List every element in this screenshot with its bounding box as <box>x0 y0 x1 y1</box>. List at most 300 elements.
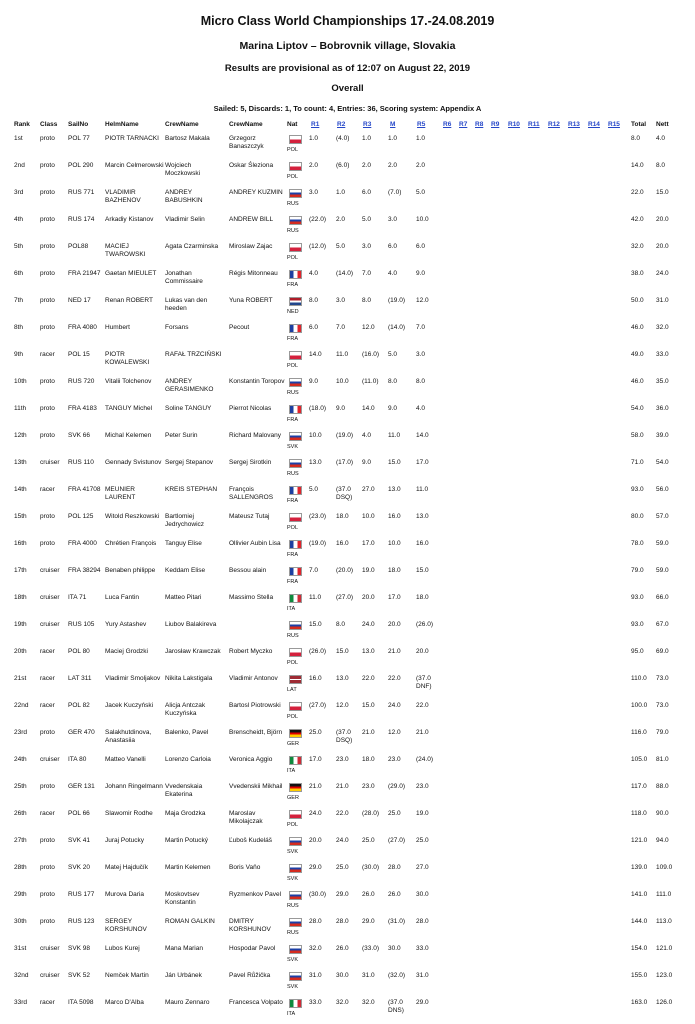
race-r3-cell: 5.0 <box>362 216 372 223</box>
flag-icon <box>289 432 302 441</box>
crew-name-cell: Jonathan Commissaire <box>165 270 203 285</box>
race-m-cell: 20.0 <box>388 621 401 628</box>
sailno-cell: LAT 311 <box>68 675 92 682</box>
crew-name-2-cell: Francesca Volpato <box>229 999 283 1006</box>
race-r1-cell: 20.0 <box>309 837 322 844</box>
race-r1-cell: 6.0 <box>309 324 319 331</box>
race-m-cell: (32.0) <box>388 972 405 979</box>
race-r1-cell: (30.0) <box>309 891 326 898</box>
crew-name-2-cell: Régis Mitonneau <box>229 270 278 277</box>
race-r5-cell: 9.0 <box>416 270 426 277</box>
section-title: Overall <box>331 83 364 94</box>
race-m-cell: 25.0 <box>388 810 401 817</box>
header-race-r2[interactable]: R2 <box>337 121 346 128</box>
header-race-r15[interactable]: R15 <box>608 121 620 128</box>
crew-name-2-cell: ANDREW BILL <box>229 216 274 223</box>
helm-name-cell: PIOTR TARNACKI <box>105 135 159 142</box>
race-m-cell: 24.0 <box>388 702 401 709</box>
crew-name-cell: Mauro Zennaro <box>165 999 210 1006</box>
nat-code: ITA <box>287 1011 296 1017</box>
total-cell: 8.0 <box>631 135 641 142</box>
flag-icon <box>289 378 302 387</box>
race-m-cell: 2.0 <box>388 162 398 169</box>
race-m-cell: (7.0) <box>388 189 402 196</box>
flag-icon <box>289 999 302 1008</box>
table-row <box>14 808 684 835</box>
race-r3-cell: 6.0 <box>362 189 372 196</box>
flag-icon <box>289 135 302 144</box>
race-r1-cell: 1.0 <box>309 135 319 142</box>
race-m-cell: 23.0 <box>388 756 401 763</box>
race-r2-cell: (27.0) <box>336 594 353 601</box>
sailno-cell: RUS 177 <box>68 891 95 898</box>
flag-icon <box>289 459 302 468</box>
race-r1-cell: 29.0 <box>309 864 322 871</box>
race-r1-cell: 25.0 <box>309 729 322 736</box>
nat-code: POL <box>287 255 299 261</box>
race-r1-cell: (12.0) <box>309 243 326 250</box>
header-race-r9[interactable]: R9 <box>491 121 500 128</box>
nett-cell: 67.0 <box>656 621 669 628</box>
race-r2-cell: 18.0 <box>336 513 349 520</box>
header-race-m[interactable]: M <box>390 121 396 128</box>
race-r5-cell: 17.0 <box>416 459 429 466</box>
race-r3-cell: 14.0 <box>362 405 375 412</box>
race-r5-cell: 10.0 <box>416 216 429 223</box>
header-race-r3[interactable]: R3 <box>363 121 372 128</box>
total-cell: 49.0 <box>631 351 644 358</box>
class-cell: proto <box>40 729 55 736</box>
crew-name-2-cell: Massimo Stella <box>229 594 274 601</box>
total-cell: 78.0 <box>631 540 644 547</box>
nett-cell: 90.0 <box>656 810 669 817</box>
class-cell: racer <box>40 486 55 493</box>
nat-code: POL <box>287 363 299 369</box>
flag-icon <box>289 486 302 495</box>
race-r5-cell: 12.0 <box>416 297 429 304</box>
table-row <box>14 187 684 214</box>
helm-name-cell: Johann Ringelmann <box>105 783 163 790</box>
helm-name-cell: MEUNIER LAURENT <box>105 486 136 501</box>
header-race-r8[interactable]: R8 <box>475 121 484 128</box>
total-cell: 38.0 <box>631 270 644 277</box>
race-r3-cell: (28.0) <box>362 810 379 817</box>
race-r3-cell: (16.0) <box>362 351 379 358</box>
race-m-cell: 4.0 <box>388 270 398 277</box>
table-row <box>14 592 684 619</box>
rank-cell: 6th <box>14 270 24 277</box>
race-r3-cell: 23.0 <box>362 783 375 790</box>
crew-name-cell: Alicja Antczak Kuczyńska <box>165 702 206 717</box>
nat-code: RUS <box>287 471 299 477</box>
crew-name-cell: Moskovtsev Konstantin <box>165 891 200 906</box>
nett-cell: 111.0 <box>656 891 672 898</box>
nett-cell: 113.0 <box>656 918 672 925</box>
race-r2-cell: 1.0 <box>336 189 346 196</box>
sailno-cell: RUS 771 <box>68 189 95 196</box>
rank-cell: 15th <box>14 513 27 520</box>
race-m-cell: (19.0) <box>388 297 405 304</box>
race-r5-cell: 7.0 <box>416 324 426 331</box>
table-row <box>14 457 684 484</box>
rank-cell: 26th <box>14 810 27 817</box>
nat-code: FRA <box>287 552 298 558</box>
total-cell: 139.0 <box>631 864 648 871</box>
nett-cell: 33.0 <box>656 351 669 358</box>
table-row <box>14 970 684 997</box>
flag-icon <box>289 918 302 927</box>
helm-name-cell: TANGUY Michel <box>105 405 153 412</box>
sailno-cell: GER 470 <box>68 729 95 736</box>
crew-name-2-cell: Pavel Růžička <box>229 972 271 979</box>
race-r3-cell: 10.0 <box>362 513 375 520</box>
race-r5-cell: 29.0 <box>416 999 429 1006</box>
total-cell: 93.0 <box>631 594 644 601</box>
race-m-cell: 28.0 <box>388 864 401 871</box>
nat-code: POL <box>287 822 299 828</box>
class-cell: cruiser <box>40 567 60 574</box>
helm-name-cell: Slawomir Rodhe <box>105 810 153 817</box>
class-cell: proto <box>40 864 55 871</box>
race-r2-cell: 22.0 <box>336 810 349 817</box>
header-race-r1[interactable]: R1 <box>311 121 320 128</box>
total-cell: 46.0 <box>631 378 644 385</box>
nett-cell: 73.0 <box>656 675 669 682</box>
race-r5-cell: 19.0 <box>416 810 429 817</box>
helm-name-cell: Matteo Vanelli <box>105 756 146 763</box>
rank-cell: 27th <box>14 837 27 844</box>
race-r3-cell: 4.0 <box>362 432 372 439</box>
sailno-cell: FRA 4183 <box>68 405 97 412</box>
header-race-r6[interactable]: R6 <box>443 121 452 128</box>
nett-cell: 121.0 <box>656 945 673 952</box>
flag-icon <box>289 891 302 900</box>
table-row <box>14 727 684 754</box>
header-race-r5[interactable]: R5 <box>417 121 426 128</box>
helm-name-cell: Marco D'Alba <box>105 999 144 1006</box>
race-r5-cell: 16.0 <box>416 540 429 547</box>
race-r1-cell: 16.0 <box>309 675 322 682</box>
table-row <box>14 376 684 403</box>
race-m-cell: (14.0) <box>388 324 405 331</box>
race-r3-cell: 20.0 <box>362 594 375 601</box>
nat-code: RUS <box>287 903 299 909</box>
rank-cell: 16th <box>14 540 27 547</box>
crew-name-cell: KREIS STEPHAN <box>165 486 218 493</box>
race-r3-cell: 26.0 <box>362 891 375 898</box>
table-row <box>14 511 684 538</box>
flag-icon <box>289 216 302 225</box>
race-r2-cell: 9.0 <box>336 405 346 412</box>
total-cell: 116.0 <box>631 729 647 736</box>
header-race-r12[interactable]: R12 <box>548 121 560 128</box>
header-race-r13[interactable]: R13 <box>568 121 580 128</box>
nat-code: FRA <box>287 579 298 585</box>
total-cell: 50.0 <box>631 297 644 304</box>
sailno-cell: FRA 21947 <box>68 270 101 277</box>
race-r2-cell: 12.0 <box>336 702 349 709</box>
header-race-r7[interactable]: R7 <box>459 121 468 128</box>
race-r3-cell: 22.0 <box>362 675 375 682</box>
race-r2-cell: 3.0 <box>336 297 346 304</box>
total-cell: 110.0 <box>631 675 647 682</box>
crew-name-cell: Ján Urbánek <box>165 972 202 979</box>
race-r1-cell: 9.0 <box>309 378 319 385</box>
crew-name-2-cell: Sergej Sirotkin <box>229 459 272 466</box>
rank-cell: 10th <box>14 378 27 385</box>
flag-icon <box>289 270 302 279</box>
rank-cell: 33rd <box>14 999 28 1006</box>
rank-cell: 30th <box>14 918 27 925</box>
crew-name-cell: Sergej Stepanov <box>165 459 214 466</box>
nett-cell: 73.0 <box>656 702 669 709</box>
total-cell: 105.0 <box>631 756 648 763</box>
rank-cell: 22nd <box>14 702 29 709</box>
race-r3-cell: 17.0 <box>362 540 375 547</box>
race-r1-cell: 14.0 <box>309 351 322 358</box>
race-r5-cell: 31.0 <box>416 972 429 979</box>
race-m-cell: 8.0 <box>388 378 398 385</box>
class-cell: proto <box>40 540 55 547</box>
race-r3-cell: 25.0 <box>362 837 375 844</box>
crew-name-2-cell: Ryzmenkov Pavel <box>229 891 282 898</box>
header-crewname: CrewName <box>165 121 199 128</box>
race-m-cell: (27.0) <box>388 837 405 844</box>
crew-name-2-cell: Veronica Aggio <box>229 756 273 763</box>
class-cell: racer <box>40 351 55 358</box>
race-r3-cell: 29.0 <box>362 918 375 925</box>
flag-icon <box>289 945 302 954</box>
total-cell: 46.0 <box>631 324 644 331</box>
race-r1-cell: 17.0 <box>309 756 322 763</box>
class-cell: racer <box>40 702 55 709</box>
class-cell: cruiser <box>40 459 60 466</box>
crew-name-2-cell: Yuna ROBERT <box>229 297 273 304</box>
race-r2-cell: (19.0) <box>336 432 353 439</box>
class-cell: proto <box>40 297 55 304</box>
header-race-r11[interactable]: R11 <box>528 121 540 128</box>
race-r2-cell: (20.0) <box>336 567 353 574</box>
nett-cell: 88.0 <box>656 783 669 790</box>
crew-name-2-cell: Miroslaw Zajac <box>229 243 273 250</box>
nett-cell: 24.0 <box>656 270 669 277</box>
race-r1-cell: 3.0 <box>309 189 319 196</box>
crew-name-2-cell: Ollivier Aubin Lisa <box>229 540 281 547</box>
crew-name-cell: Tanguy Elise <box>165 540 202 547</box>
total-cell: 32.0 <box>631 243 644 250</box>
total-cell: 80.0 <box>631 513 644 520</box>
header-nett: Nett <box>656 121 669 128</box>
race-r5-cell: 22.0 <box>416 702 429 709</box>
total-cell: 79.0 <box>631 567 644 574</box>
nett-cell: 109.0 <box>656 864 673 871</box>
race-r3-cell: (30.0) <box>362 864 379 871</box>
rank-cell: 32nd <box>14 972 29 979</box>
race-m-cell: (29.0) <box>388 783 405 790</box>
sailno-cell: ITA 5098 <box>68 999 94 1006</box>
crew-name-cell: Maja Grodzka <box>165 810 206 817</box>
sailno-cell: FRA 4080 <box>68 324 97 331</box>
rank-cell: 23rd <box>14 729 28 736</box>
crew-name-cell: Lukas van den heeden <box>165 297 208 312</box>
helm-name-cell: Chrétien François <box>105 540 157 547</box>
crew-name-2-cell: François SALLENGROS <box>229 486 274 501</box>
race-m-cell: 26.0 <box>388 891 401 898</box>
sailno-cell: RUS 720 <box>68 378 95 385</box>
race-r5-cell: 27.0 <box>416 864 429 871</box>
nat-code: RUS <box>287 390 299 396</box>
crew-name-2-cell: Robert Myczko <box>229 648 273 655</box>
race-r1-cell: 15.0 <box>309 621 322 628</box>
class-cell: proto <box>40 243 55 250</box>
race-r3-cell: 7.0 <box>362 270 372 277</box>
race-r5-cell: 6.0 <box>416 243 426 250</box>
crew-name-2-cell: ANDREY KUZMIN <box>229 189 283 196</box>
nett-cell: 8.0 <box>656 162 666 169</box>
rank-cell: 28th <box>14 864 27 871</box>
nett-cell: 59.0 <box>656 540 669 547</box>
nat-code: GER <box>287 795 299 801</box>
table-row <box>14 403 684 430</box>
nett-cell: 20.0 <box>656 243 669 250</box>
provisional-status: Results are provisional as of 12:07 on August 22, 2019 <box>224 63 471 74</box>
race-m-cell: 11.0 <box>388 432 401 439</box>
flag-icon <box>289 621 302 630</box>
flag-icon <box>289 675 302 684</box>
race-r2-cell: 30.0 <box>336 972 349 979</box>
flag-icon <box>289 324 302 333</box>
race-r3-cell: 18.0 <box>362 756 375 763</box>
class-cell: proto <box>40 135 55 142</box>
helm-name-cell: Vladimir Smoljakov <box>105 675 161 682</box>
nat-code: POL <box>287 714 299 720</box>
crew-name-cell: Forsans <box>165 324 189 331</box>
crew-name-cell: Bartlomiej Jedrychowicz <box>165 513 205 528</box>
crew-name-cell: ANDREY GERASIMENKO <box>165 378 214 393</box>
nat-code: POL <box>287 147 299 153</box>
flag-icon <box>289 972 302 981</box>
race-r5-cell: (37.0 DNF) <box>416 675 432 690</box>
race-r5-cell: 8.0 <box>416 378 426 385</box>
class-cell: cruiser <box>40 756 60 763</box>
race-r1-cell: 13.0 <box>309 459 322 466</box>
table-row <box>14 430 684 457</box>
race-r3-cell: 27.0 <box>362 486 375 493</box>
race-r3-cell: (33.0) <box>362 945 379 952</box>
race-r2-cell: 29.0 <box>336 891 349 898</box>
header-crewname-2: CrewName <box>229 121 263 128</box>
crew-name-cell: ROMAN GALKIN <box>165 918 215 925</box>
flag-icon <box>289 837 302 846</box>
helm-name-cell: SERGEY KORSHUNOV <box>105 918 147 933</box>
header-race-r14[interactable]: R14 <box>588 121 600 128</box>
helm-name-cell: Nemček Martin <box>105 972 149 979</box>
flag-icon <box>289 648 302 657</box>
nat-code: NED <box>287 309 299 315</box>
helm-name-cell: PIOTR KOWALEWSKI <box>105 351 150 366</box>
helm-name-cell: Arkadiy Kistanov <box>105 216 154 223</box>
sailno-cell: POL 66 <box>68 810 90 817</box>
total-cell: 155.0 <box>631 972 648 979</box>
flag-icon <box>289 540 302 549</box>
nett-cell: 126.0 <box>656 999 673 1006</box>
nett-cell: 81.0 <box>656 756 669 763</box>
sailno-cell: FRA 38294 <box>68 567 101 574</box>
table-row <box>14 997 684 1024</box>
race-r5-cell: 2.0 <box>416 162 426 169</box>
nat-code: ITA <box>287 606 296 612</box>
race-m-cell: 5.0 <box>388 351 398 358</box>
crew-name-cell: Matteo Pitari <box>165 594 202 601</box>
race-r3-cell: 21.0 <box>362 729 375 736</box>
sailno-cell: NED 17 <box>68 297 91 304</box>
sailno-cell: SVK 66 <box>68 432 91 439</box>
nett-cell: 36.0 <box>656 405 669 412</box>
race-r5-cell: 13.0 <box>416 513 429 520</box>
sailno-cell: POL 15 <box>68 351 90 358</box>
table-row <box>14 889 684 916</box>
table-row <box>14 835 684 862</box>
helm-name-cell: Jacek Kuczyński <box>105 702 154 709</box>
sailno-cell: FRA 41708 <box>68 486 101 493</box>
nett-cell: 57.0 <box>656 513 669 520</box>
total-cell: 100.0 <box>631 702 648 709</box>
helm-name-cell: VLADIMIR BAZHENOV <box>105 189 141 204</box>
race-r3-cell: 19.0 <box>362 567 375 574</box>
total-cell: 95.0 <box>631 648 644 655</box>
table-row <box>14 754 684 781</box>
rank-cell: 18th <box>14 594 27 601</box>
venue-title: Marina Liptov – Bobrovnik village, Slovakia <box>239 40 456 52</box>
race-r1-cell: 8.0 <box>309 297 319 304</box>
race-m-cell: 1.0 <box>388 135 398 142</box>
rank-cell: 1st <box>14 135 23 142</box>
race-r2-cell: (37.0 DSQ) <box>336 486 353 501</box>
race-r5-cell: (26.0) <box>416 621 433 628</box>
rank-cell: 14th <box>14 486 27 493</box>
table-row <box>14 349 684 376</box>
rank-cell: 31st <box>14 945 27 952</box>
rank-cell: 29th <box>14 891 27 898</box>
crew-name-2-cell: Bessou alain <box>229 567 267 574</box>
header-sailno: SailNo <box>68 121 89 128</box>
class-cell: proto <box>40 918 55 925</box>
total-cell: 14.0 <box>631 162 644 169</box>
sailno-cell: POL 290 <box>68 162 94 169</box>
crew-name-2-cell: Boris Vaňo <box>229 864 261 871</box>
total-cell: 22.0 <box>631 189 644 196</box>
crew-name-cell: Jarosław Krawczak <box>165 648 221 655</box>
nat-code: RUS <box>287 228 299 234</box>
race-r2-cell: 7.0 <box>336 324 346 331</box>
race-r3-cell: 15.0 <box>362 702 375 709</box>
crew-name-cell: Bartosz Makala <box>165 135 210 142</box>
crew-name-cell: Martin Potucký <box>165 837 208 844</box>
sailno-cell: POL 82 <box>68 702 90 709</box>
crew-name-2-cell: Bartosl Piotrowski <box>229 702 281 709</box>
race-r2-cell: 32.0 <box>336 999 349 1006</box>
header-race-r10[interactable]: R10 <box>508 121 520 128</box>
race-r5-cell: 25.0 <box>416 837 429 844</box>
sailno-cell: FRA 4000 <box>68 540 97 547</box>
crew-name-cell: Peter Surin <box>165 432 198 439</box>
class-cell: proto <box>40 378 55 385</box>
crew-name-cell: ANDREY BABUSHKIN <box>165 189 203 204</box>
class-cell: proto <box>40 432 55 439</box>
race-r1-cell: 4.0 <box>309 270 319 277</box>
race-r2-cell: 16.0 <box>336 540 349 547</box>
crew-name-2-cell: Ľuboš Kudeláš <box>229 837 273 844</box>
